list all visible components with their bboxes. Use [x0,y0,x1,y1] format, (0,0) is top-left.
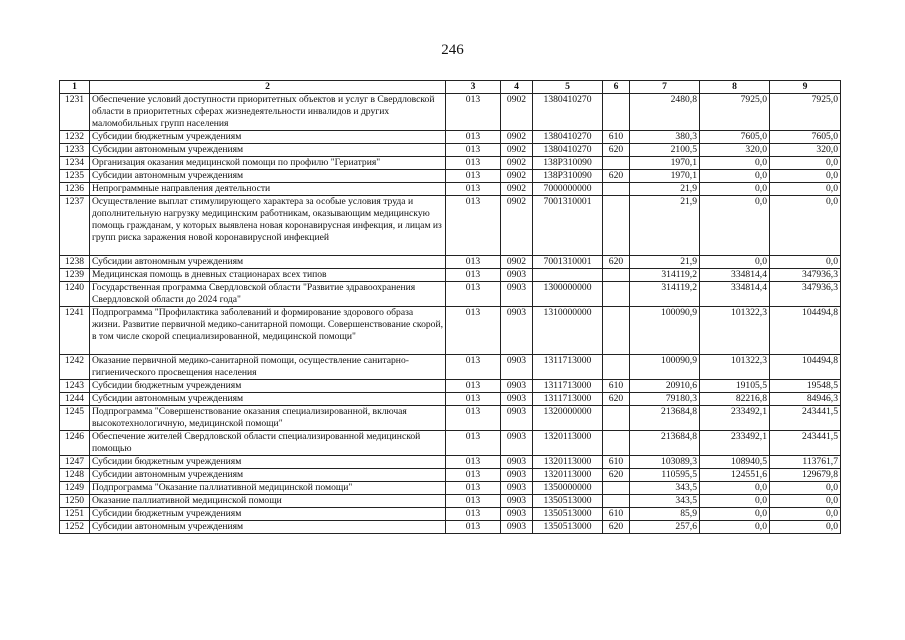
amount-year1-cell: 85,9 [630,508,700,521]
target-article-cell: 7000000000 [533,183,603,196]
budget-table [59,80,841,534]
amount-year1-cell: 21,9 [630,183,700,196]
amount-year2-cell: 7605,0 [700,131,770,144]
table-row [60,355,841,380]
amount-year2-cell: 320,0 [700,144,770,157]
amount-year2-cell: 19105,5 [700,380,770,393]
amount-year3-cell: 0,0 [770,495,841,508]
target-article-cell: 1320113000 [533,456,603,469]
expense-type-cell: 620 [603,144,630,157]
target-article-cell: 1300000000 [533,282,603,307]
description-cell: Оказание паллиативной медицинской помощи [90,495,446,508]
amount-year1-cell: 100090,9 [630,355,700,380]
description-cell: Непрограммные направления деятельности [90,183,446,196]
amount-year3-cell: 0,0 [770,482,841,495]
amount-year1-cell: 257,6 [630,521,700,534]
description-cell: Обеспечение жителей Свердловской области специализированной медицинской помощью [90,431,446,456]
ministry-code-cell: 013 [446,393,501,406]
section-code-cell: 0902 [501,131,533,144]
section-code-cell: 0902 [501,144,533,157]
section-code-cell: 0902 [501,183,533,196]
amount-year2-cell: 334814,4 [700,269,770,282]
section-code-cell: 0903 [501,508,533,521]
amount-year3-cell: 0,0 [770,256,841,269]
row-number-cell: 1245 [60,406,90,431]
row-number-cell: 1237 [60,196,90,256]
expense-type-cell: 610 [603,380,630,393]
amount-year3-cell: 84946,3 [770,393,841,406]
expense-type-cell [603,406,630,431]
row-number-cell: 1241 [60,307,90,355]
section-code-cell: 0903 [501,431,533,456]
expense-type-cell: 620 [603,469,630,482]
ministry-code-cell: 013 [446,183,501,196]
target-article-cell: 1311713000 [533,393,603,406]
amount-year3-cell: 347936,3 [770,282,841,307]
section-code-cell: 0903 [501,406,533,431]
amount-year2-cell: 233492,1 [700,406,770,431]
target-article-cell: 1380410270 [533,131,603,144]
row-number-cell: 1238 [60,256,90,269]
column-header: 2 [90,81,446,94]
amount-year2-cell: 0,0 [700,157,770,170]
amount-year1-cell: 314119,2 [630,269,700,282]
table-row [60,380,841,393]
amount-year3-cell: 7605,0 [770,131,841,144]
amount-year2-cell: 101322,3 [700,307,770,355]
ministry-code-cell: 013 [446,131,501,144]
row-number-cell: 1242 [60,355,90,380]
ministry-code-cell: 013 [446,196,501,256]
row-number-cell: 1236 [60,183,90,196]
description-cell: Субсидии автономным учреждениям [90,144,446,157]
amount-year3-cell: 113761,7 [770,456,841,469]
row-number-cell: 1240 [60,282,90,307]
row-number-cell: 1232 [60,131,90,144]
amount-year1-cell: 79180,3 [630,393,700,406]
section-code-cell: 0903 [501,521,533,534]
section-code-cell: 0903 [501,282,533,307]
amount-year3-cell: 347936,3 [770,269,841,282]
description-cell: Субсидии бюджетным учреждениям [90,508,446,521]
ministry-code-cell: 013 [446,482,501,495]
table-row [60,131,841,144]
column-header: 5 [533,81,603,94]
ministry-code-cell: 013 [446,157,501,170]
amount-year2-cell: 108940,5 [700,456,770,469]
description-cell: Субсидии бюджетным учреждениям [90,380,446,393]
target-article-cell: 1380410270 [533,94,603,131]
amount-year1-cell: 1970,1 [630,170,700,183]
section-code-cell: 0903 [501,482,533,495]
table-row [60,183,841,196]
target-article-cell: 1350513000 [533,508,603,521]
table-row [60,469,841,482]
amount-year3-cell: 104494,8 [770,355,841,380]
ministry-code-cell: 013 [446,380,501,393]
row-number-cell: 1252 [60,521,90,534]
row-number-cell: 1233 [60,144,90,157]
table-row [60,144,841,157]
expense-type-cell: 620 [603,256,630,269]
amount-year3-cell: 0,0 [770,521,841,534]
table-row [60,256,841,269]
page-number: 246 [441,42,464,58]
amount-year2-cell: 0,0 [700,521,770,534]
target-article-cell: 1350000000 [533,482,603,495]
expense-type-cell [603,355,630,380]
row-number-cell: 1244 [60,393,90,406]
amount-year1-cell: 380,3 [630,131,700,144]
column-header: 8 [700,81,770,94]
expense-type-cell: 610 [603,508,630,521]
amount-year3-cell: 0,0 [770,183,841,196]
ministry-code-cell: 013 [446,508,501,521]
ministry-code-cell: 013 [446,94,501,131]
amount-year2-cell: 233492,1 [700,431,770,456]
section-code-cell: 0903 [501,495,533,508]
amount-year2-cell: 0,0 [700,495,770,508]
amount-year2-cell: 7925,0 [700,94,770,131]
amount-year2-cell: 0,0 [700,256,770,269]
row-number-cell: 1251 [60,508,90,521]
target-article-cell: 1320000000 [533,406,603,431]
expense-type-cell [603,307,630,355]
section-code-cell: 0902 [501,256,533,269]
section-code-cell: 0903 [501,380,533,393]
row-number-cell: 1248 [60,469,90,482]
amount-year3-cell: 243441,5 [770,406,841,431]
amount-year3-cell: 7925,0 [770,94,841,131]
expense-type-cell [603,183,630,196]
table-row [60,406,841,431]
target-article-cell: 7001310001 [533,256,603,269]
amount-year1-cell: 213684,8 [630,406,700,431]
ministry-code-cell: 013 [446,431,501,456]
amount-year3-cell: 104494,8 [770,307,841,355]
description-cell: Оказание первичной медико-санитарной помощи, осуществление санитарно-гигиенического просвещения населения [90,355,446,380]
ministry-code-cell: 013 [446,521,501,534]
column-header: 6 [603,81,630,94]
table-row [60,157,841,170]
amount-year1-cell: 2100,5 [630,144,700,157]
amount-year3-cell: 129679,8 [770,469,841,482]
amount-year1-cell: 110595,5 [630,469,700,482]
amount-year3-cell: 0,0 [770,157,841,170]
ministry-code-cell: 013 [446,269,501,282]
section-code-cell: 0903 [501,456,533,469]
description-cell: Субсидии автономным учреждениям [90,170,446,183]
amount-year3-cell: 243441,5 [770,431,841,456]
target-article-cell: 138Р310090 [533,170,603,183]
column-header: 9 [770,81,841,94]
amount-year1-cell: 103089,3 [630,456,700,469]
amount-year3-cell: 0,0 [770,170,841,183]
description-cell: Субсидии автономным учреждениям [90,393,446,406]
table-row [60,196,841,256]
description-cell: Медицинская помощь в дневных стационарах всех типов [90,269,446,282]
column-header: 7 [630,81,700,94]
description-cell: Субсидии автономным учреждениям [90,469,446,482]
description-cell: Субсидии автономным учреждениям [90,521,446,534]
target-article-cell: 1320113000 [533,469,603,482]
table-row [60,94,841,131]
ministry-code-cell: 013 [446,170,501,183]
expense-type-cell: 610 [603,131,630,144]
amount-year1-cell: 100090,9 [630,307,700,355]
expense-type-cell: 620 [603,393,630,406]
amount-year2-cell: 334814,4 [700,282,770,307]
amount-year1-cell: 343,5 [630,495,700,508]
section-code-cell: 0903 [501,307,533,355]
amount-year1-cell: 213684,8 [630,431,700,456]
table-row [60,269,841,282]
table-row [60,282,841,307]
target-article-cell: 1311713000 [533,380,603,393]
expense-type-cell [603,196,630,256]
section-code-cell: 0903 [501,469,533,482]
target-article-cell [533,269,603,282]
amount-year1-cell: 2480,8 [630,94,700,131]
target-article-cell: 1380410270 [533,144,603,157]
expense-type-cell [603,482,630,495]
row-number-cell: 1243 [60,380,90,393]
amount-year2-cell: 101322,3 [700,355,770,380]
amount-year2-cell: 0,0 [700,170,770,183]
description-cell: Субсидии бюджетным учреждениям [90,131,446,144]
description-cell: Подпрограмма "Профилактика заболеваний и формирование здорового образа жизни. Развитие первичной медико-санитарной помощи. Совершенствование скорой, в том числе скорой специализированной, медицинской помощи" [90,307,446,355]
expense-type-cell: 620 [603,521,630,534]
section-code-cell: 0902 [501,170,533,183]
expense-type-cell [603,282,630,307]
row-number-cell: 1231 [60,94,90,131]
section-code-cell: 0903 [501,355,533,380]
expense-type-cell [603,431,630,456]
column-header: 3 [446,81,501,94]
table-row [60,456,841,469]
section-code-cell: 0902 [501,157,533,170]
row-number-cell: 1235 [60,170,90,183]
amount-year1-cell: 21,9 [630,196,700,256]
expense-type-cell [603,495,630,508]
expense-type-cell: 620 [603,170,630,183]
target-article-cell: 1311713000 [533,355,603,380]
table-row [60,170,841,183]
ministry-code-cell: 013 [446,307,501,355]
amount-year2-cell: 0,0 [700,482,770,495]
target-article-cell: 1350513000 [533,495,603,508]
description-cell: Осуществление выплат стимулирующего характера за особые условия труда и дополнительную нагрузку медицинским работникам, оказывающим медицинскую помощь гражданам, у которых выявлена новая коронавирусная инфекция, и лицам из групп риска заражения новой коронавирусной инфекцией [90,196,446,256]
row-number-cell: 1247 [60,456,90,469]
ministry-code-cell: 013 [446,256,501,269]
amount-year2-cell: 124551,6 [700,469,770,482]
table-header-row [60,81,841,94]
amount-year3-cell: 320,0 [770,144,841,157]
table-row [60,495,841,508]
ministry-code-cell: 013 [446,469,501,482]
ministry-code-cell: 013 [446,456,501,469]
amount-year3-cell: 0,0 [770,196,841,256]
target-article-cell: 1320113000 [533,431,603,456]
target-article-cell: 1350513000 [533,521,603,534]
expense-type-cell: 610 [603,456,630,469]
column-header: 4 [501,81,533,94]
amount-year2-cell: 0,0 [700,508,770,521]
section-code-cell: 0903 [501,269,533,282]
table-row [60,482,841,495]
row-number-cell: 1239 [60,269,90,282]
table-row [60,393,841,406]
ministry-code-cell: 013 [446,355,501,380]
amount-year1-cell: 20910,6 [630,380,700,393]
description-cell: Государственная программа Свердловской области "Развитие здравоохранения Свердловской области до 2024 года" [90,282,446,307]
amount-year1-cell: 343,5 [630,482,700,495]
row-number-cell: 1249 [60,482,90,495]
row-number-cell: 1234 [60,157,90,170]
ministry-code-cell: 013 [446,282,501,307]
table-body [60,94,841,534]
column-header: 1 [60,81,90,94]
ministry-code-cell: 013 [446,495,501,508]
table-row [60,307,841,355]
target-article-cell: 7001310001 [533,196,603,256]
description-cell: Организация оказания медицинской помощи по профилю "Гериатрия" [90,157,446,170]
table-row [60,431,841,456]
amount-year2-cell: 82216,8 [700,393,770,406]
description-cell: Обеспечение условий доступности приоритетных объектов и услуг в Свердловской области в приоритетных сферах жизнедеятельности инвалидов и других маломобильных групп населения [90,94,446,131]
table-row [60,508,841,521]
description-cell: Подпрограмма "Совершенствование оказания специализированной, включая высокотехнологичную, медицинской помощи" [90,406,446,431]
amount-year3-cell: 19548,5 [770,380,841,393]
target-article-cell: 1310000000 [533,307,603,355]
row-number-cell: 1246 [60,431,90,456]
description-cell: Субсидии автономным учреждениям [90,256,446,269]
section-code-cell: 0902 [501,94,533,131]
amount-year1-cell: 314119,2 [630,282,700,307]
amount-year2-cell: 0,0 [700,196,770,256]
section-code-cell: 0903 [501,393,533,406]
section-code-cell: 0902 [501,196,533,256]
target-article-cell: 138Р310090 [533,157,603,170]
expense-type-cell [603,157,630,170]
amount-year1-cell: 21,9 [630,256,700,269]
ministry-code-cell: 013 [446,144,501,157]
amount-year1-cell: 1970,1 [630,157,700,170]
expense-type-cell [603,269,630,282]
amount-year2-cell: 0,0 [700,183,770,196]
ministry-code-cell: 013 [446,406,501,431]
row-number-cell: 1250 [60,495,90,508]
table-row [60,521,841,534]
expense-type-cell [603,94,630,131]
description-cell: Субсидии бюджетным учреждениям [90,456,446,469]
amount-year3-cell: 0,0 [770,508,841,521]
description-cell: Подпрограмма "Оказание паллиативной медицинской помощи" [90,482,446,495]
